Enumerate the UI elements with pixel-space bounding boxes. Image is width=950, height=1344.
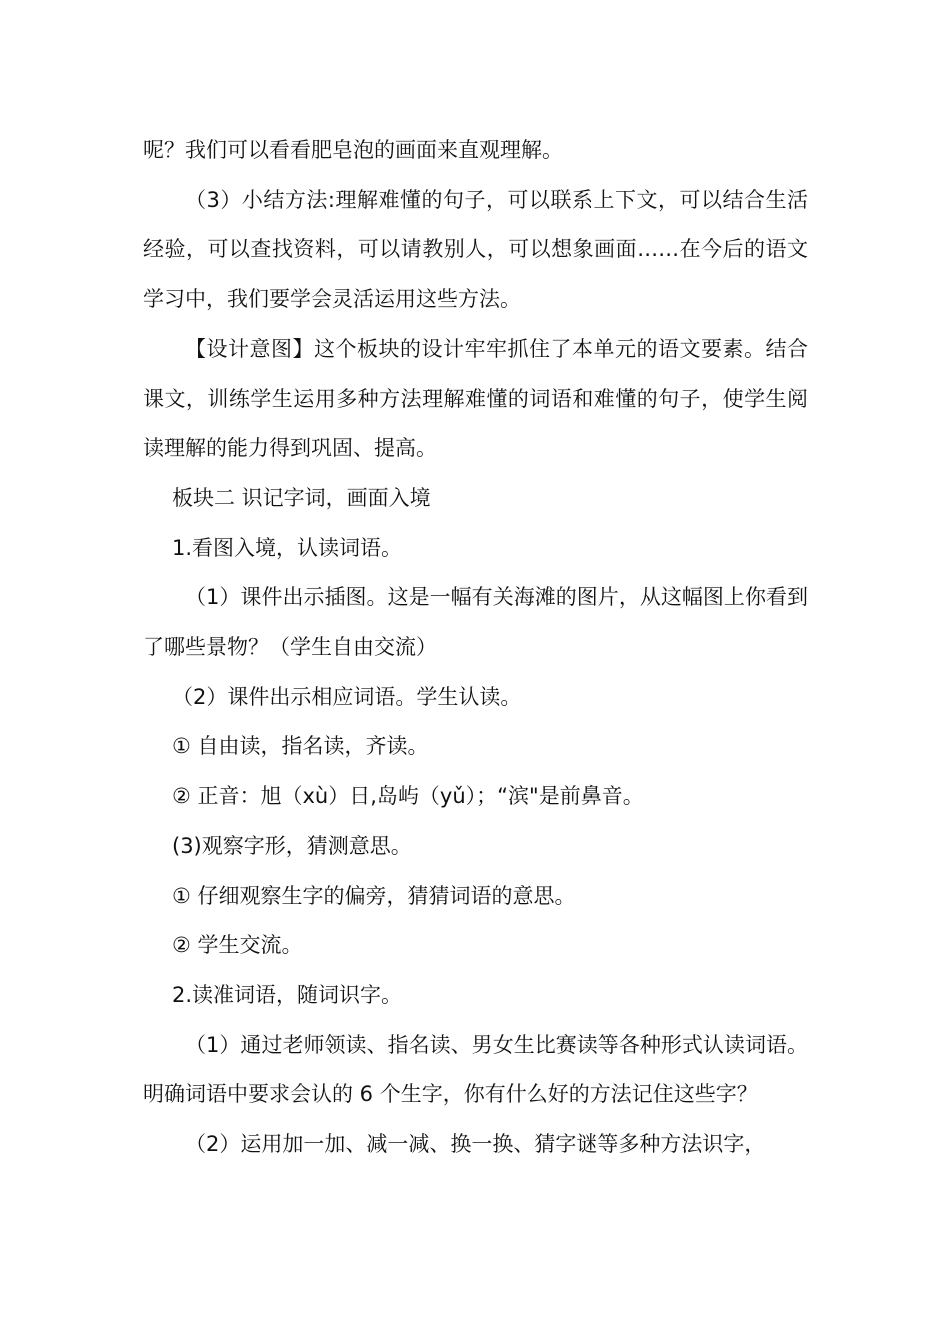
paragraph-continuation: 呢？我们可以看看肥皂泡的画面来直观理解。 bbox=[143, 138, 563, 162]
paragraph-read-words: （1）通过老师领读、指名读、男女生比赛读等各种形式认读词语。明确词语中要求会认的 6 个生字，你有什么好的方法记住这些字？ bbox=[143, 1032, 808, 1107]
document-body bbox=[143, 126, 808, 1170]
section-heading-block-two: 板块二 识记字词，画面入境 bbox=[172, 485, 431, 510]
paragraph-literacy-methods: （2）运用加一加、减一减、换一换、猜字谜等多种方法识字， bbox=[185, 1132, 766, 1157]
step-heading-1: 1.看图入境，认读词语。 bbox=[172, 535, 403, 560]
paragraph-show-illustration: （1）课件出示插图。这是一幅有关海滩的图片，从这幅图上你看到了哪些景物？（学生自由交流） bbox=[143, 585, 808, 660]
paragraph-show-words: （2）课件出示相应词语。学生认读。 bbox=[172, 684, 522, 709]
list-item-student-exchange: ② 学生交流。 bbox=[172, 933, 303, 958]
list-item-free-reading: ① 自由读，指名读，齐读。 bbox=[172, 734, 429, 759]
paragraph-summary-method: （3）小结方法:理解难懂的句子，可以联系上下文，可以结合生活经验，可以查找资料，可以请教别人，可以想象画面……在今后的语文学习中，我们要学会灵活运用这些方法。 bbox=[143, 187, 808, 312]
step-heading-2: 2.读准词语，随词识字。 bbox=[172, 982, 403, 1007]
paragraph-observe-glyphs: (3)观察字形，猜测意思。 bbox=[172, 833, 412, 858]
list-item-pronunciation: ② 正音：旭（xù）日,岛屿（yǔ）；“滨"是前鼻音。 bbox=[172, 784, 644, 809]
list-item-observe-radicals: ① 仔细观察生字的偏旁，猜猜词语的意思。 bbox=[172, 883, 576, 908]
paragraph-design-intent: 【设计意图】这个板块的设计牢牢抓住了本单元的语文要素。结合课文，训练学生运用多种方法理解难懂的词语和难懂的句子，使学生阅读理解的能力得到巩固、提高。 bbox=[143, 336, 808, 461]
